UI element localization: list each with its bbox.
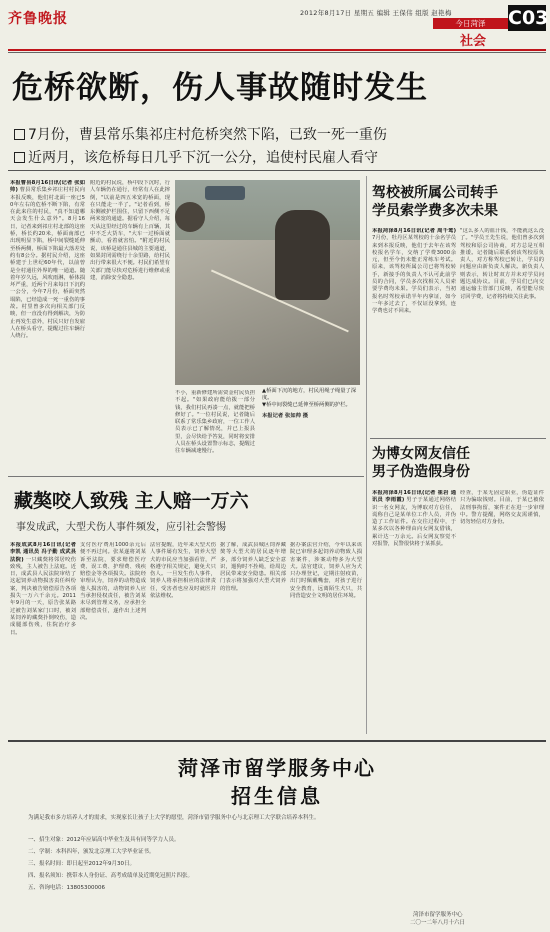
story2-col-2 — [460, 228, 544, 433]
photo-captions — [262, 388, 362, 420]
story4-col-4 — [220, 542, 286, 734]
ad-item: 二、学制：本科四年，颁发北京理工大学毕业证书。 — [28, 849, 155, 855]
ad-subtitle: 招生信息 — [231, 784, 323, 808]
masthead-rule — [8, 49, 546, 51]
photo-villager-crouching — [275, 210, 330, 300]
ad-item: 三、报名时间：即日起至2012年9月30日。 — [28, 861, 135, 867]
story4-col-5-text: 据办案法官介绍，今年以来该院已审理多起饲养动物致人损害案件，涉案动物多为大型犬。法官建议，饲养人应为犬只办理登记，定期注射疫苗，出门时佩戴嘴套，对孩子进行安全教育，远离陌生犬只，共同营造安全文明的居住环境。 — [290, 542, 362, 600]
date-line: 2012年8月17日 星期五 编辑 王保伟 组版 赵艳梅 — [300, 9, 452, 17]
ad-signature: 菏泽市留学服务中心 — [413, 912, 463, 918]
masthead-rule-thin — [8, 52, 546, 53]
story4-lead: 本报成武8月16日讯(记者 李凯 通讯员 冯子勤 成武县法院) — [10, 542, 76, 563]
top-story-lead: 本报曹县8月16日讯(记者 张如帅) — [10, 180, 85, 194]
newspaper-logo: 齐鲁晚报 — [8, 11, 68, 27]
story-divider — [370, 438, 546, 439]
story4-col-2-text: 支付医疗费用1000余元后便不再过问。张某遂将刘某诉至法院，要求赔偿医疗费、误工费、护理费、残疾赔偿金等各项损失。法院经审理认为，饲养的动物造成他人损害的，动物饲养人应当承担侵权责任，被告刘某未尽到管理义务，应承担全部赔偿责任，遂作出上述判决。 — [80, 542, 146, 621]
story3-lead: 本报菏泽8月16日讯(记者 崔岩 通讯员 李雨霞) — [372, 490, 456, 504]
story4-col-2 — [80, 542, 146, 734]
top-story-col-2 — [90, 180, 170, 470]
ad-item: 五、咨询电话：13805300006 — [28, 885, 105, 891]
top-story-col-2-text: 附近的村民说，桥中段下沉时，行人车辆仍在通行，经常有人在此摔倒，"以前是四五米宽的桥面，现在只能走一半了。"记者看到，桥东侧被护栏围住，只留下西侧不足两米宽的通道。据看守人介绍，每天从这里经过的车辆有上百辆，其中不乏大货车，"大车一过桥面就颤动，看着就害怕。"附近的村民说，该桥是通往县城的主要通道，如果封闭需绕行十余里路，给村民出行带来很大不便。村民们希望有关部门能尽快对危桥进行维修或重建，消除安全隐患。 — [90, 180, 170, 281]
story4-col-3-text: 法官提醒，近年来大型犬伤人事件屡有发生，饲养大型犬的市民应当加强看管，严格遵守相关规定，避免犬只伤人。一旦发生伤人事件，饲养人将承担相应的法律责任，受害者也应及时就医并依法维权。 — [150, 542, 216, 600]
story2-col-1-text: 7月份，牡丹区某驾校的十余名学员来到本报反映，他们于去年在该驾校报名学车，交纳了学费3000余元，但至今仍未能正常练车考试。原来，该驾校所属公司已将驾校转手，新接手的负责人不认可此前学员的合同，学员多次找相关人员索要学费均未果。学员们表示，当初报名时驾校承诺半年内拿证，如今一年多过去了，不仅证没拿到，连学费也讨不回来。 — [372, 235, 456, 315]
story2-headline-2: 学员索学费多次未果 — [372, 203, 498, 219]
page-number: C03 — [508, 7, 549, 29]
ad-date: 二〇一二年八月十六日 — [410, 920, 466, 926]
story4-col-3 — [150, 542, 216, 734]
story3-col-2 — [460, 490, 544, 730]
ad-intro: 为满足我市多方培养人才的需求，实现家长让孩子上大学的愿望，菏泽市留学服务中心与北京理工大学联合培养本科生。 — [28, 815, 320, 821]
story2-col-2-text: "这么多人的血汗钱，不能就这么没了。"学员王先生说，他们曾多次到驾校和原公司协商，对方总是互相推诿。记者随后联系到该驾校原负责人，对方称驾校已转让，学员的问题应由新负责人解决。新负责人则表示，转让时双方并未对学员问题达成协议。目前，学员们已向交通运输主管部门反映，希望能尽快讨回学费，记者将持续关注此事。 — [460, 228, 544, 300]
ad-items — [28, 834, 528, 894]
subhead-1-text: 7月份，曹县常乐集祁庄村危桥突然下陷，已致一死一重伤 — [28, 127, 387, 143]
column-divider — [366, 176, 367, 734]
top-story-col-1-text: 曹县常乐集乡祁庄村村民向本报反映，他们村北面一座已50年左右的危桥不断下陷，有常在此来往的村民，"真不知道哪天会发生什么意外"。8月16日，记者来到祁庄村北部的这座桥，桥长约20米，桥面南部已出现明显下陷，桥中间裂缝延伸至桥两侧，桥面下陷最大落差处约有8公分。据村民介绍，这座桥建于上世纪60年代，以前曾是全村通往外界的唯一通道。随着年岁久远，风吹雨淋，桥体损坏严重，近两个月来每日下沉约一公分，今年7月份，桥面突然塌陷，已经造成一死一重伤的事故。村里曾多次向相关部门反映，但一直没有得到解决，为防止再发生意外，村民只好自发雇人在桥头看守，提醒过往车辆行人绕行。 — [10, 187, 85, 340]
story3-col-2-text: 经查，于某无固定职业，伪造证件只为骗取钱财。目前，于某已被依法刑事拘留，案件正在进一步审理中。警方提醒，网络交友需谨慎，切勿轻信对方身份。 — [460, 490, 544, 526]
main-subhead-2 — [14, 147, 378, 167]
section-name: 社会 — [460, 34, 487, 49]
story4-col-1-text: 一只藏獒将邻居咬伤致残，主人被告上法庭。近日，成武县人民法院审结了这起饲养动物损害责任纠纷案，判决被告赔偿原告各项损失一万六千余元。2011年9月的一天，原告张某路过被告刘某家门口时，被刘某饲养的藏獒扑倒咬伤，造成腿部伤残，住院治疗多日。 — [10, 556, 76, 636]
headline-rule — [8, 170, 546, 171]
story2-col-1 — [372, 228, 456, 433]
top-story-col-3 — [175, 390, 255, 470]
checkbox-bullet-icon — [14, 152, 25, 163]
story4-headline: 藏獒咬人致残 主人赔一万六 — [14, 490, 249, 512]
checkbox-bullet-icon — [14, 129, 25, 140]
story2-headline-1: 驾校被所属公司转手 — [372, 185, 498, 201]
ad-item: 四、报名须知：携带本人身份证、高考成绩单及近期免冠照片四张。 — [28, 873, 194, 879]
story3-col-1-text: 男子于某通过网络结识一名女网友，为博取对方信任，谎称自己是某单位工作人员，并伪造了工作证件。在交往过程中，于某多次以各种理由向女网友借钱，累计达一万余元。后女网友察觉不对报警，民警很快将于某抓获。 — [372, 497, 456, 548]
story2-lead: 本报菏泽8月16日讯(记者 周千鸾) — [372, 228, 456, 234]
recruitment-ad — [8, 740, 546, 928]
story3-headline-1: 为博女网友信任 — [372, 446, 470, 462]
story4-col-5 — [290, 542, 362, 734]
photo-caption-1: ▲桥面下沉的地方，村民用绳子绳量了深度。 — [262, 388, 357, 401]
story3-col-1 — [372, 490, 456, 730]
photo-road — [175, 240, 360, 385]
main-headline: 危桥欲断，伤人事故随时发生 — [12, 70, 428, 106]
ad-item: 一、招生对象：2012年应届高中毕业生及具有同等学力人员。 — [28, 837, 180, 843]
ad-title: 菏泽市留学服务中心 — [178, 756, 376, 780]
section-label: 今日菏泽 — [433, 18, 508, 29]
photo-villager — [175, 202, 205, 232]
photo-credit: 本报记者 张如帅 摄 — [262, 413, 309, 419]
bridge-photo — [175, 180, 360, 385]
story4-col-1 — [10, 542, 76, 734]
subhead-2-text: 近两月，该危桥每日几乎下沉一公分，追使村民雇人看守 — [28, 150, 378, 166]
top-story-col-1 — [10, 180, 85, 470]
top-story-col-3-text: 不小，重新修建所需资金村民负担不起。"如果政府能给拨一部分钱，我们村民再凑一点，就能把桥修好了。"一位村民说，记者随后联系了常乐集乡政府，一位工作人员表示已了解情况，并已上报县里，会尽快给予答复，同时将安排人员在桥头设置警示标志，提醒过往车辆减速慢行。 — [175, 390, 255, 455]
main-subhead-1 — [14, 124, 387, 144]
story4-top-rule — [8, 476, 364, 477]
story3-headline-2: 男子伪造假身份 — [372, 464, 470, 480]
photo-vehicle — [205, 186, 245, 200]
story4-subhead: 事发成武，大型犬伤人事件频发，应引社会警惕 — [16, 522, 226, 533]
photo-caption-2: ▼桥中间裂缝已延伸至桥两侧的护栏。 — [262, 402, 351, 408]
story4-col-4-text: 据了解，成武县城区饲养藏獒等大型犬的居民逐年增多，部分饲养人缺乏安全意识，遛狗时不拴绳，给周边居民带来安全隐患。相关部门表示将加强对大型犬饲养的管理。 — [220, 542, 286, 592]
